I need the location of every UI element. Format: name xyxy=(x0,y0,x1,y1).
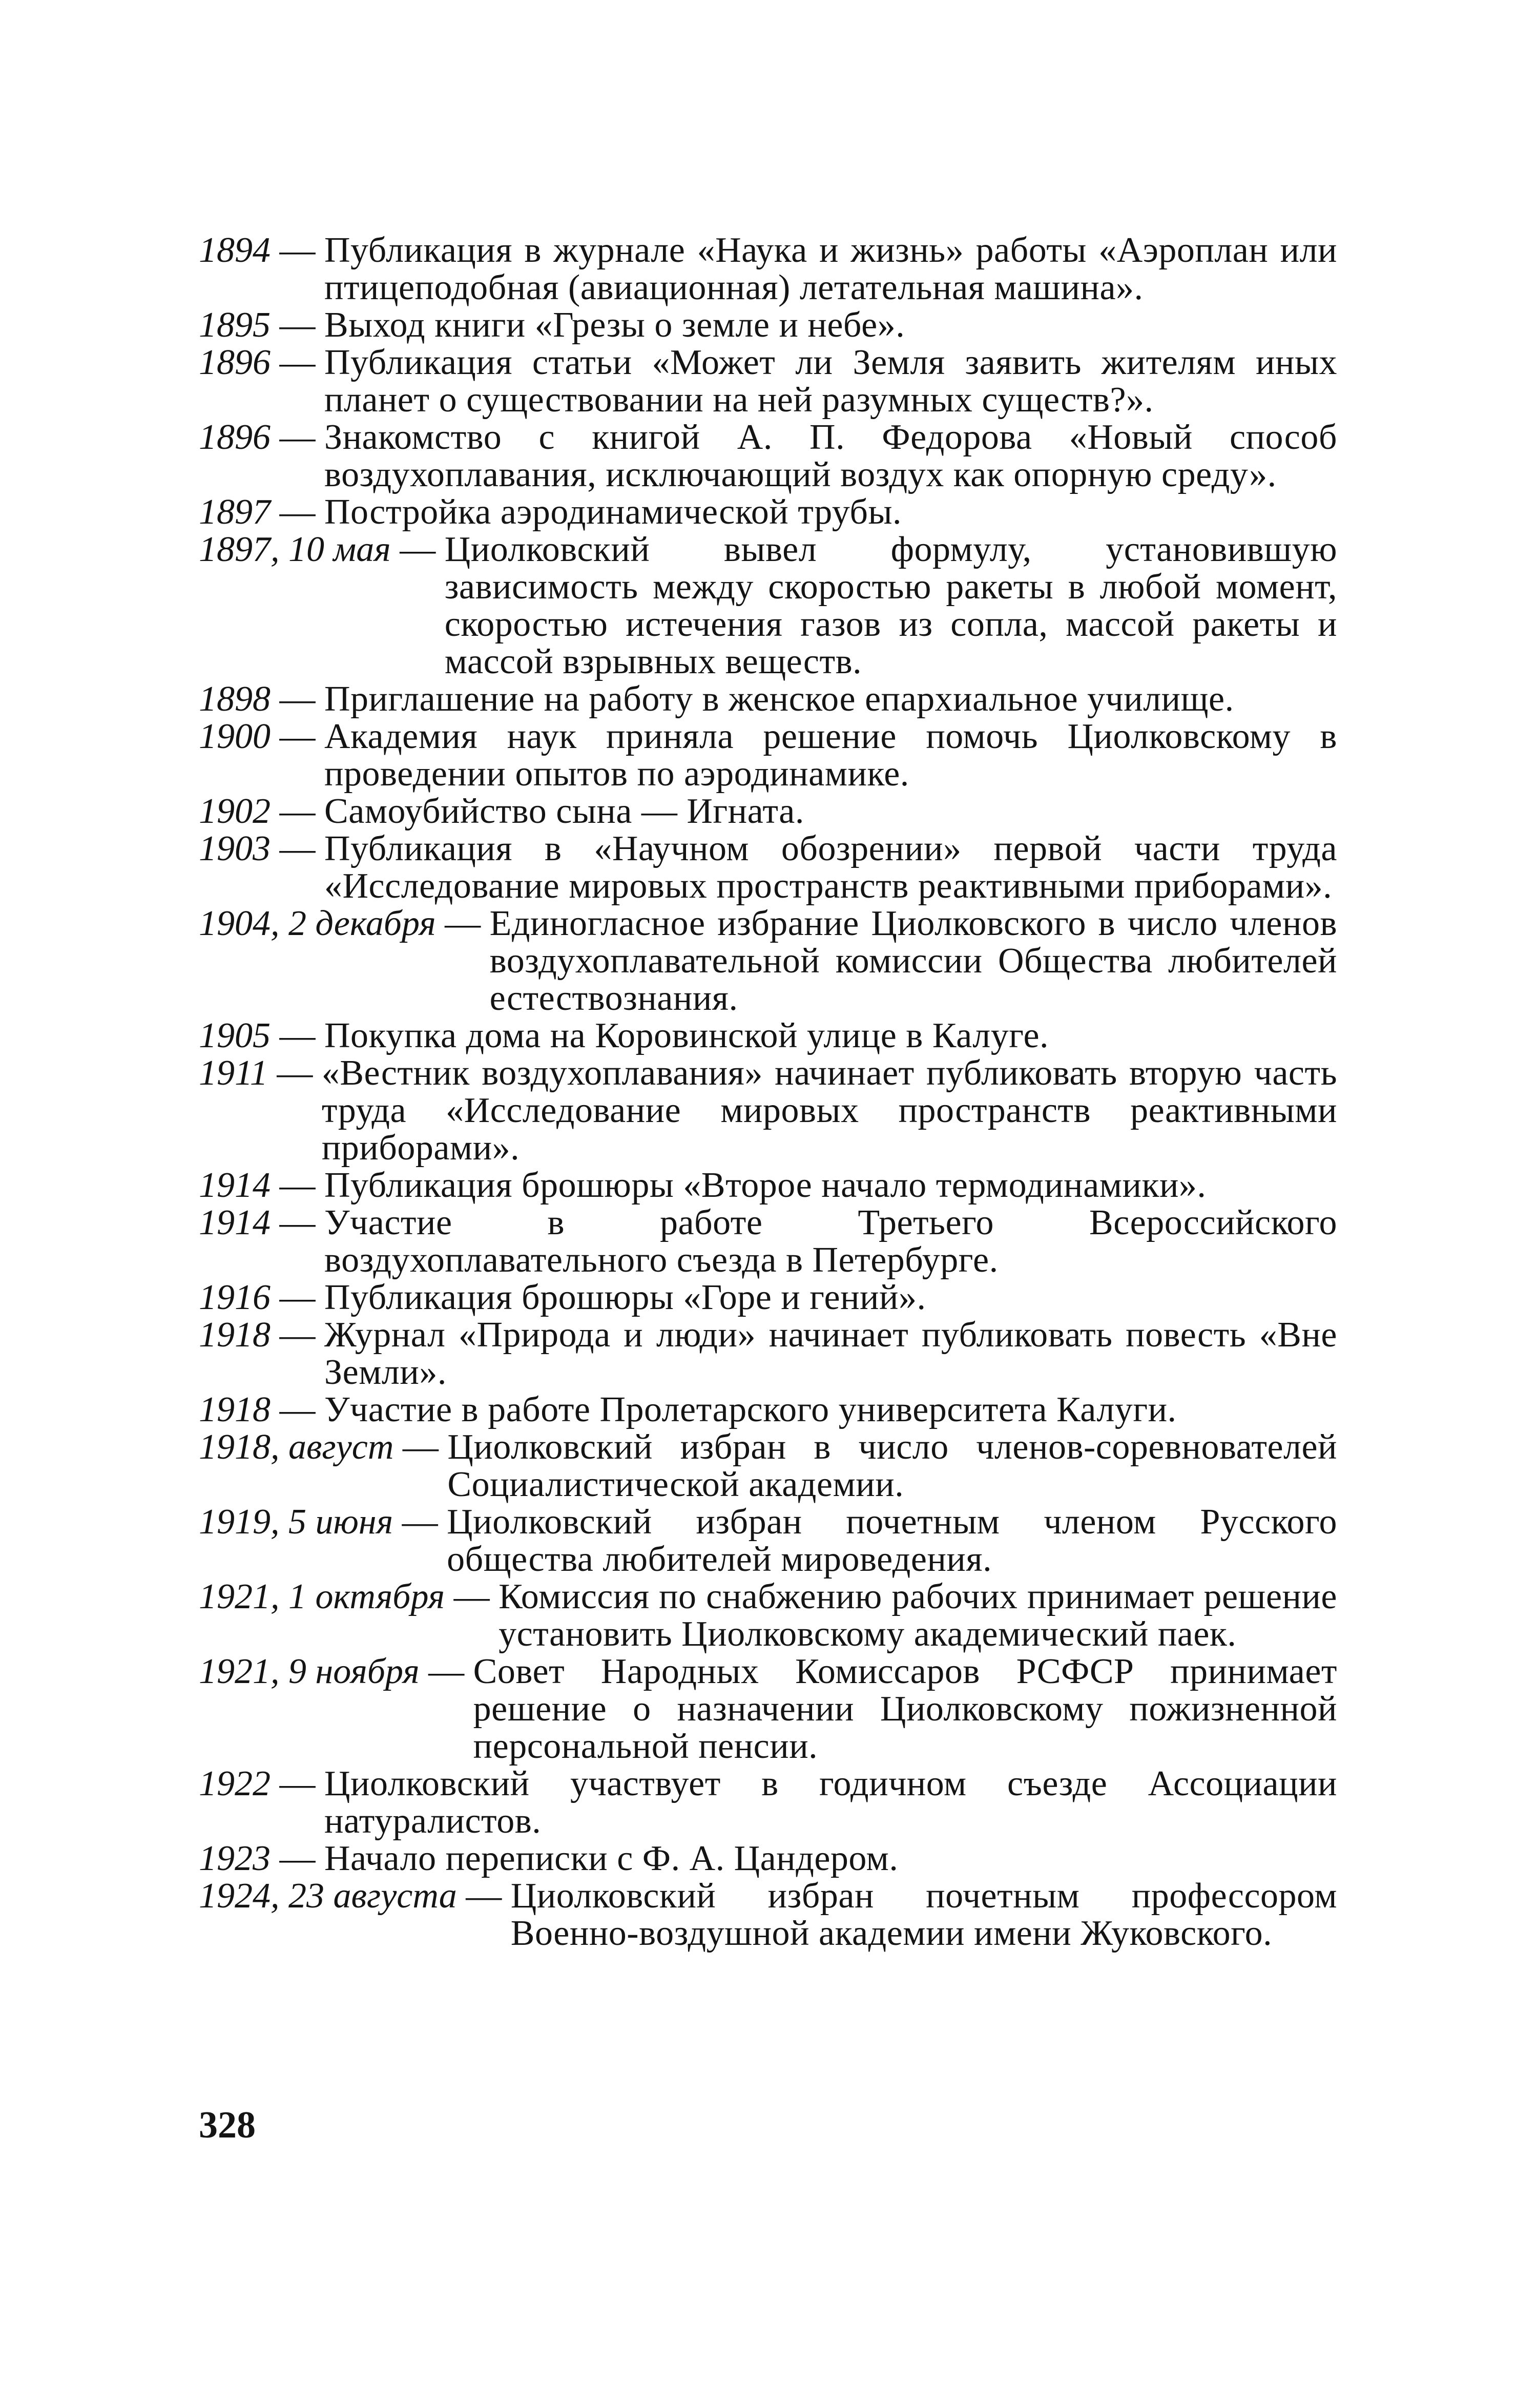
entry-date: 1914 xyxy=(199,1203,271,1242)
entry-text: Участие в работе Пролетарского университета Калуги. xyxy=(324,1390,1177,1429)
entry-dash: — xyxy=(271,717,324,756)
entry-text: Знакомство с книгой А. П. Федорова «Новый способ воздухоплавания, исключающий воздух как опорную среду». xyxy=(324,418,1337,494)
chronology-entry xyxy=(199,344,1337,419)
entry-date: 1898 xyxy=(199,679,271,719)
entry-date: 1916 xyxy=(199,1278,271,1317)
entry-dash: — xyxy=(445,1577,499,1616)
entry-date: 1918, август xyxy=(199,1427,394,1467)
entry-date: 1900 xyxy=(199,717,271,756)
entry-text: Самоубийство сына — Игната. xyxy=(324,792,804,831)
chronology-entry xyxy=(199,1054,1337,1167)
entry-dash: — xyxy=(271,1166,324,1205)
entry-date: 1902 xyxy=(199,792,271,831)
chronology-entry xyxy=(199,1653,1337,1765)
entry-dash: — xyxy=(271,792,324,831)
entry-dash: — xyxy=(435,904,490,943)
chronology-entry xyxy=(199,1017,1337,1054)
entry-text: Совет Народных Комиссаров РСФСР принимает решение о назначении Циолковскому пожизненной персональной пенсии. xyxy=(473,1652,1337,1766)
entry-dash: — xyxy=(393,1427,448,1467)
entry-dash: — xyxy=(271,492,324,532)
entry-text: Циолковский участвует в годичном съезде Ассоциации натуралистов. xyxy=(324,1764,1337,1841)
entry-date: 1921, 1 октября xyxy=(199,1577,445,1616)
chronology-entry xyxy=(199,1840,1337,1877)
entry-text: «Вестник воздухоплавания» начинает публиковать вторую часть труда «Исследование мировых пространств реактивными приборами». xyxy=(321,1053,1337,1168)
entry-text: Участие в работе Третьего Всероссийского воздухоплавательного съезда в Петербурге. xyxy=(324,1203,1337,1280)
entry-date: 1894 xyxy=(199,231,271,270)
entry-text: Приглашение на работу в женское епархиальное училище. xyxy=(324,679,1234,719)
entry-text: Покупка дома на Коровинской улице в Калуге. xyxy=(324,1016,1049,1055)
entry-text: Выход книги «Грезы о земле и небе». xyxy=(324,305,905,345)
entry-dash: — xyxy=(271,418,324,457)
chronology-list xyxy=(199,232,1337,1952)
chronology-entry xyxy=(199,1428,1337,1503)
entry-date: 1896 xyxy=(199,418,271,457)
chronology-entry xyxy=(199,830,1337,905)
entry-date: 1904, 2 декабря xyxy=(199,904,436,943)
entry-text: Циолковский избран почетным профессором Военно-воздушной академии имени Жуковского. xyxy=(510,1876,1337,1953)
entry-date: 1918 xyxy=(199,1315,271,1355)
entry-dash: — xyxy=(267,1053,322,1093)
chronology-entry xyxy=(199,1279,1337,1316)
chronology-entry xyxy=(199,1316,1337,1391)
entry-dash: — xyxy=(419,1652,473,1691)
chronology-entry xyxy=(199,419,1337,493)
entry-text: Академия наук приняла решение помочь Циолковскому в проведении опытов по аэродинамике. xyxy=(324,717,1337,794)
entry-date: 1921, 9 ноября xyxy=(199,1652,420,1691)
entry-text: Публикация в журнале «Наука и жизнь» работы «Аэроплан или птицеподобная (авиационная) летательная машина». xyxy=(324,231,1337,307)
entry-text: Начало переписки с Ф. А. Цандером. xyxy=(324,1839,899,1878)
entry-text: Циолковский избран почетным членом Русского общества любителей мироведения. xyxy=(447,1502,1337,1579)
entry-date: 1905 xyxy=(199,1016,271,1055)
chronology-entry xyxy=(199,1167,1337,1204)
entry-text: Единогласное избрание Циолковского в число членов воздухоплавательной комиссии Общества любителей естествознания. xyxy=(489,904,1337,1018)
chronology-entry xyxy=(199,793,1337,830)
entry-dash: — xyxy=(271,343,324,382)
entry-dash: — xyxy=(271,305,324,345)
entry-date: 1922 xyxy=(199,1764,271,1803)
chronology-entry xyxy=(199,1877,1337,1952)
entry-text: Циолковский избран в число членов-соревнователей Социалистической академии. xyxy=(447,1427,1337,1504)
entry-text: Журнал «Природа и люди» начинает публиковать повесть «Вне Земли». xyxy=(324,1315,1337,1392)
entry-dash: — xyxy=(271,1315,324,1355)
entry-date: 1897, 10 мая xyxy=(199,530,391,569)
chronology-entry xyxy=(199,1204,1337,1279)
entry-text: Циолковский вывел формулу, установившую зависимость между скоростью ракеты в любой момент, скоростью истечения газов из сопла, массой ракеты и массой взрывных веществ. xyxy=(444,530,1337,681)
entry-dash: — xyxy=(271,1764,324,1803)
entry-date: 1897 xyxy=(199,492,271,532)
entry-date: 1895 xyxy=(199,305,271,345)
entry-date: 1919, 5 июня xyxy=(199,1502,393,1542)
chronology-entry xyxy=(199,232,1337,306)
entry-date: 1924, 23 августа xyxy=(199,1876,457,1916)
entry-date: 1911 xyxy=(199,1053,268,1093)
entry-dash: — xyxy=(271,1390,324,1429)
chronology-entry xyxy=(199,493,1337,531)
entry-dash: — xyxy=(271,1839,324,1878)
entry-date: 1896 xyxy=(199,343,271,382)
chronology-entry xyxy=(199,531,1337,680)
chronology-entry xyxy=(199,1578,1337,1653)
entry-dash: — xyxy=(271,1016,324,1055)
entry-dash: — xyxy=(271,1278,324,1317)
entry-date: 1903 xyxy=(199,829,271,868)
entry-dash: — xyxy=(271,1203,324,1242)
chronology-entry xyxy=(199,905,1337,1017)
entry-text: Публикация брошюры «Горе и гений». xyxy=(324,1278,926,1317)
entry-date: 1923 xyxy=(199,1839,271,1878)
entry-dash: — xyxy=(393,1502,447,1542)
chronology-entry xyxy=(199,680,1337,718)
page-number: 328 xyxy=(199,2104,256,2146)
chronology-entry xyxy=(199,1765,1337,1840)
entry-dash: — xyxy=(456,1876,511,1916)
entry-text: Публикация статьи «Может ли Земля заявить жителям иных планет о существовании на ней разумных существ?». xyxy=(324,343,1337,420)
chronology-entry xyxy=(199,306,1337,344)
chronology-entry xyxy=(199,1391,1337,1428)
entry-text: Постройка аэродинамической трубы. xyxy=(324,492,902,532)
entry-text: Комиссия по снабжению рабочих принимает решение установить Циолковскому академический паек. xyxy=(499,1577,1337,1654)
entry-dash: — xyxy=(271,829,324,868)
entry-dash: — xyxy=(390,530,445,569)
entry-text: Публикация брошюры «Второе начало термодинамики». xyxy=(324,1166,1207,1205)
entry-text: Публикация в «Научном обозрении» первой части труда «Исследование мировых пространств реактивными приборами». xyxy=(324,829,1337,906)
entry-dash: — xyxy=(271,679,324,719)
entry-date: 1918 xyxy=(199,1390,271,1429)
entry-dash: — xyxy=(271,231,324,270)
chronology-entry xyxy=(199,718,1337,793)
entry-date: 1914 xyxy=(199,1166,271,1205)
chronology-entry xyxy=(199,1503,1337,1578)
